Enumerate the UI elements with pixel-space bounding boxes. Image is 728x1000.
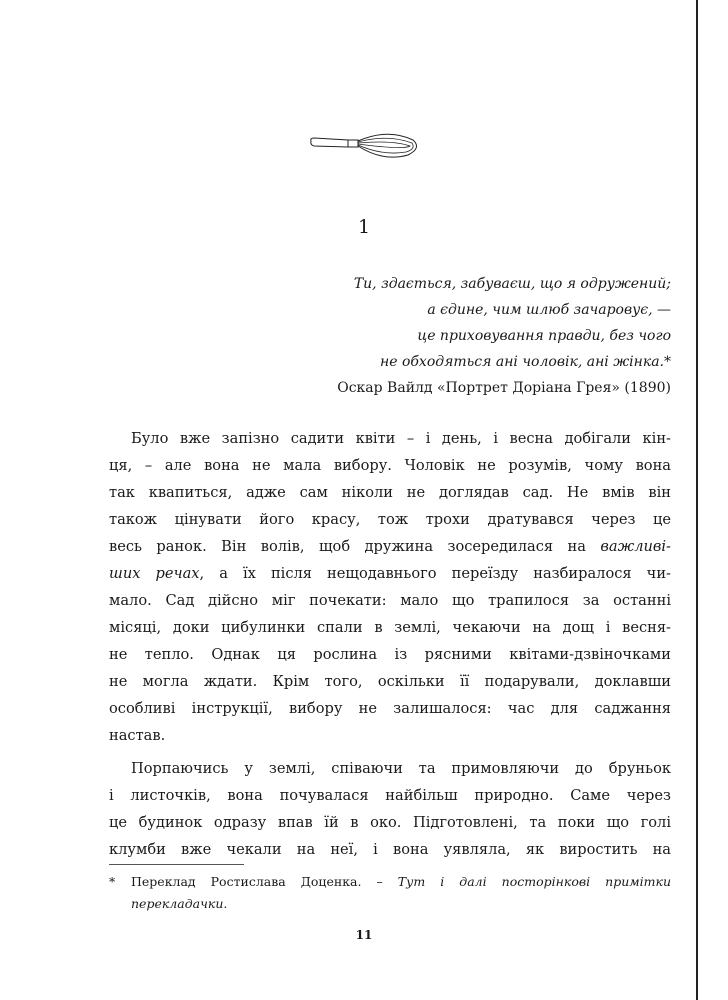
page-number: 11: [355, 928, 373, 942]
footnote-italic: Тут і далі посторінкові примітки: [397, 874, 671, 889]
body-line: мало. Сад дійсно міг почекати: мало що трапилося за останні: [109, 592, 671, 609]
body-line: не тепло. Однак ця рослина із рясними квітами-дзвіночками: [109, 646, 671, 663]
epigraph-attribution: Оскар Вайлд «Портрет Доріана Грея» (1890): [337, 380, 671, 396]
body-line: особливі інструкції, вибору не залишалося: час для саджання: [109, 700, 671, 717]
body-line: місяці, доки цибулинки спали в землі, чекаючи на дощ і весня-: [109, 619, 671, 636]
epigraph-line: Ти, здається, забуваєш, що я одружений;: [353, 276, 671, 292]
body-line: і листочків, вона почувалася найбільш природно. Саме через: [109, 787, 671, 804]
body-text: , а їх після нещодавнього переїзду назбиралося чи-: [199, 565, 671, 582]
body-text: весь ранок. Він волів, щоб дружина зосередилася на: [109, 538, 586, 555]
body-line: настав.: [109, 727, 166, 744]
epigraph-line: не обходяться ані чоловік, ані жінка.*: [380, 354, 671, 370]
footnote-plain: Переклад Ростислава Доценка. –: [131, 874, 398, 889]
footnote-marker: *: [109, 874, 116, 889]
body-line: так квапиться, адже сам ніколи не доглядав сад. Не вмів він: [109, 484, 671, 501]
body-line: [109, 536, 671, 558]
body-line: Порпаючись у землі, співаючи та примовляючи до бруньок: [131, 760, 671, 777]
epigraph-line: а єдине, чим шлюб зачаровує, —: [427, 302, 671, 318]
body-line: клумби вже чекали на неї, і вона уявляла, як виростить на: [109, 841, 671, 858]
body-line: Було вже запізно садити квіти – і день, і весна добігали кін-: [131, 430, 671, 447]
page-edge: [696, 0, 698, 1000]
footnote-rule: [109, 864, 244, 865]
whisk-icon: [308, 130, 423, 166]
body-line: також цінувати його красу, тож трохи дратувався через це: [109, 511, 671, 528]
body-line: не могла ждати. Крім того, оскільки її подарували, доклавши: [109, 673, 671, 690]
italic-text: важливі-: [600, 538, 671, 555]
footnote-italic: перекладачки.: [131, 896, 228, 911]
body-line: це будинок одразу впав їй в око. Підготовлені, та поки що голі: [109, 814, 671, 831]
epigraph-line: це приховування правди, без чого: [417, 328, 671, 344]
footnote-text: [131, 874, 671, 889]
body-line: ця, – але вона не мала вибору. Чоловік не розумів, чому вона: [109, 457, 671, 474]
italic-text: ших речах: [109, 565, 200, 582]
body-line: [109, 563, 671, 585]
chapter-number: 1: [357, 216, 371, 238]
